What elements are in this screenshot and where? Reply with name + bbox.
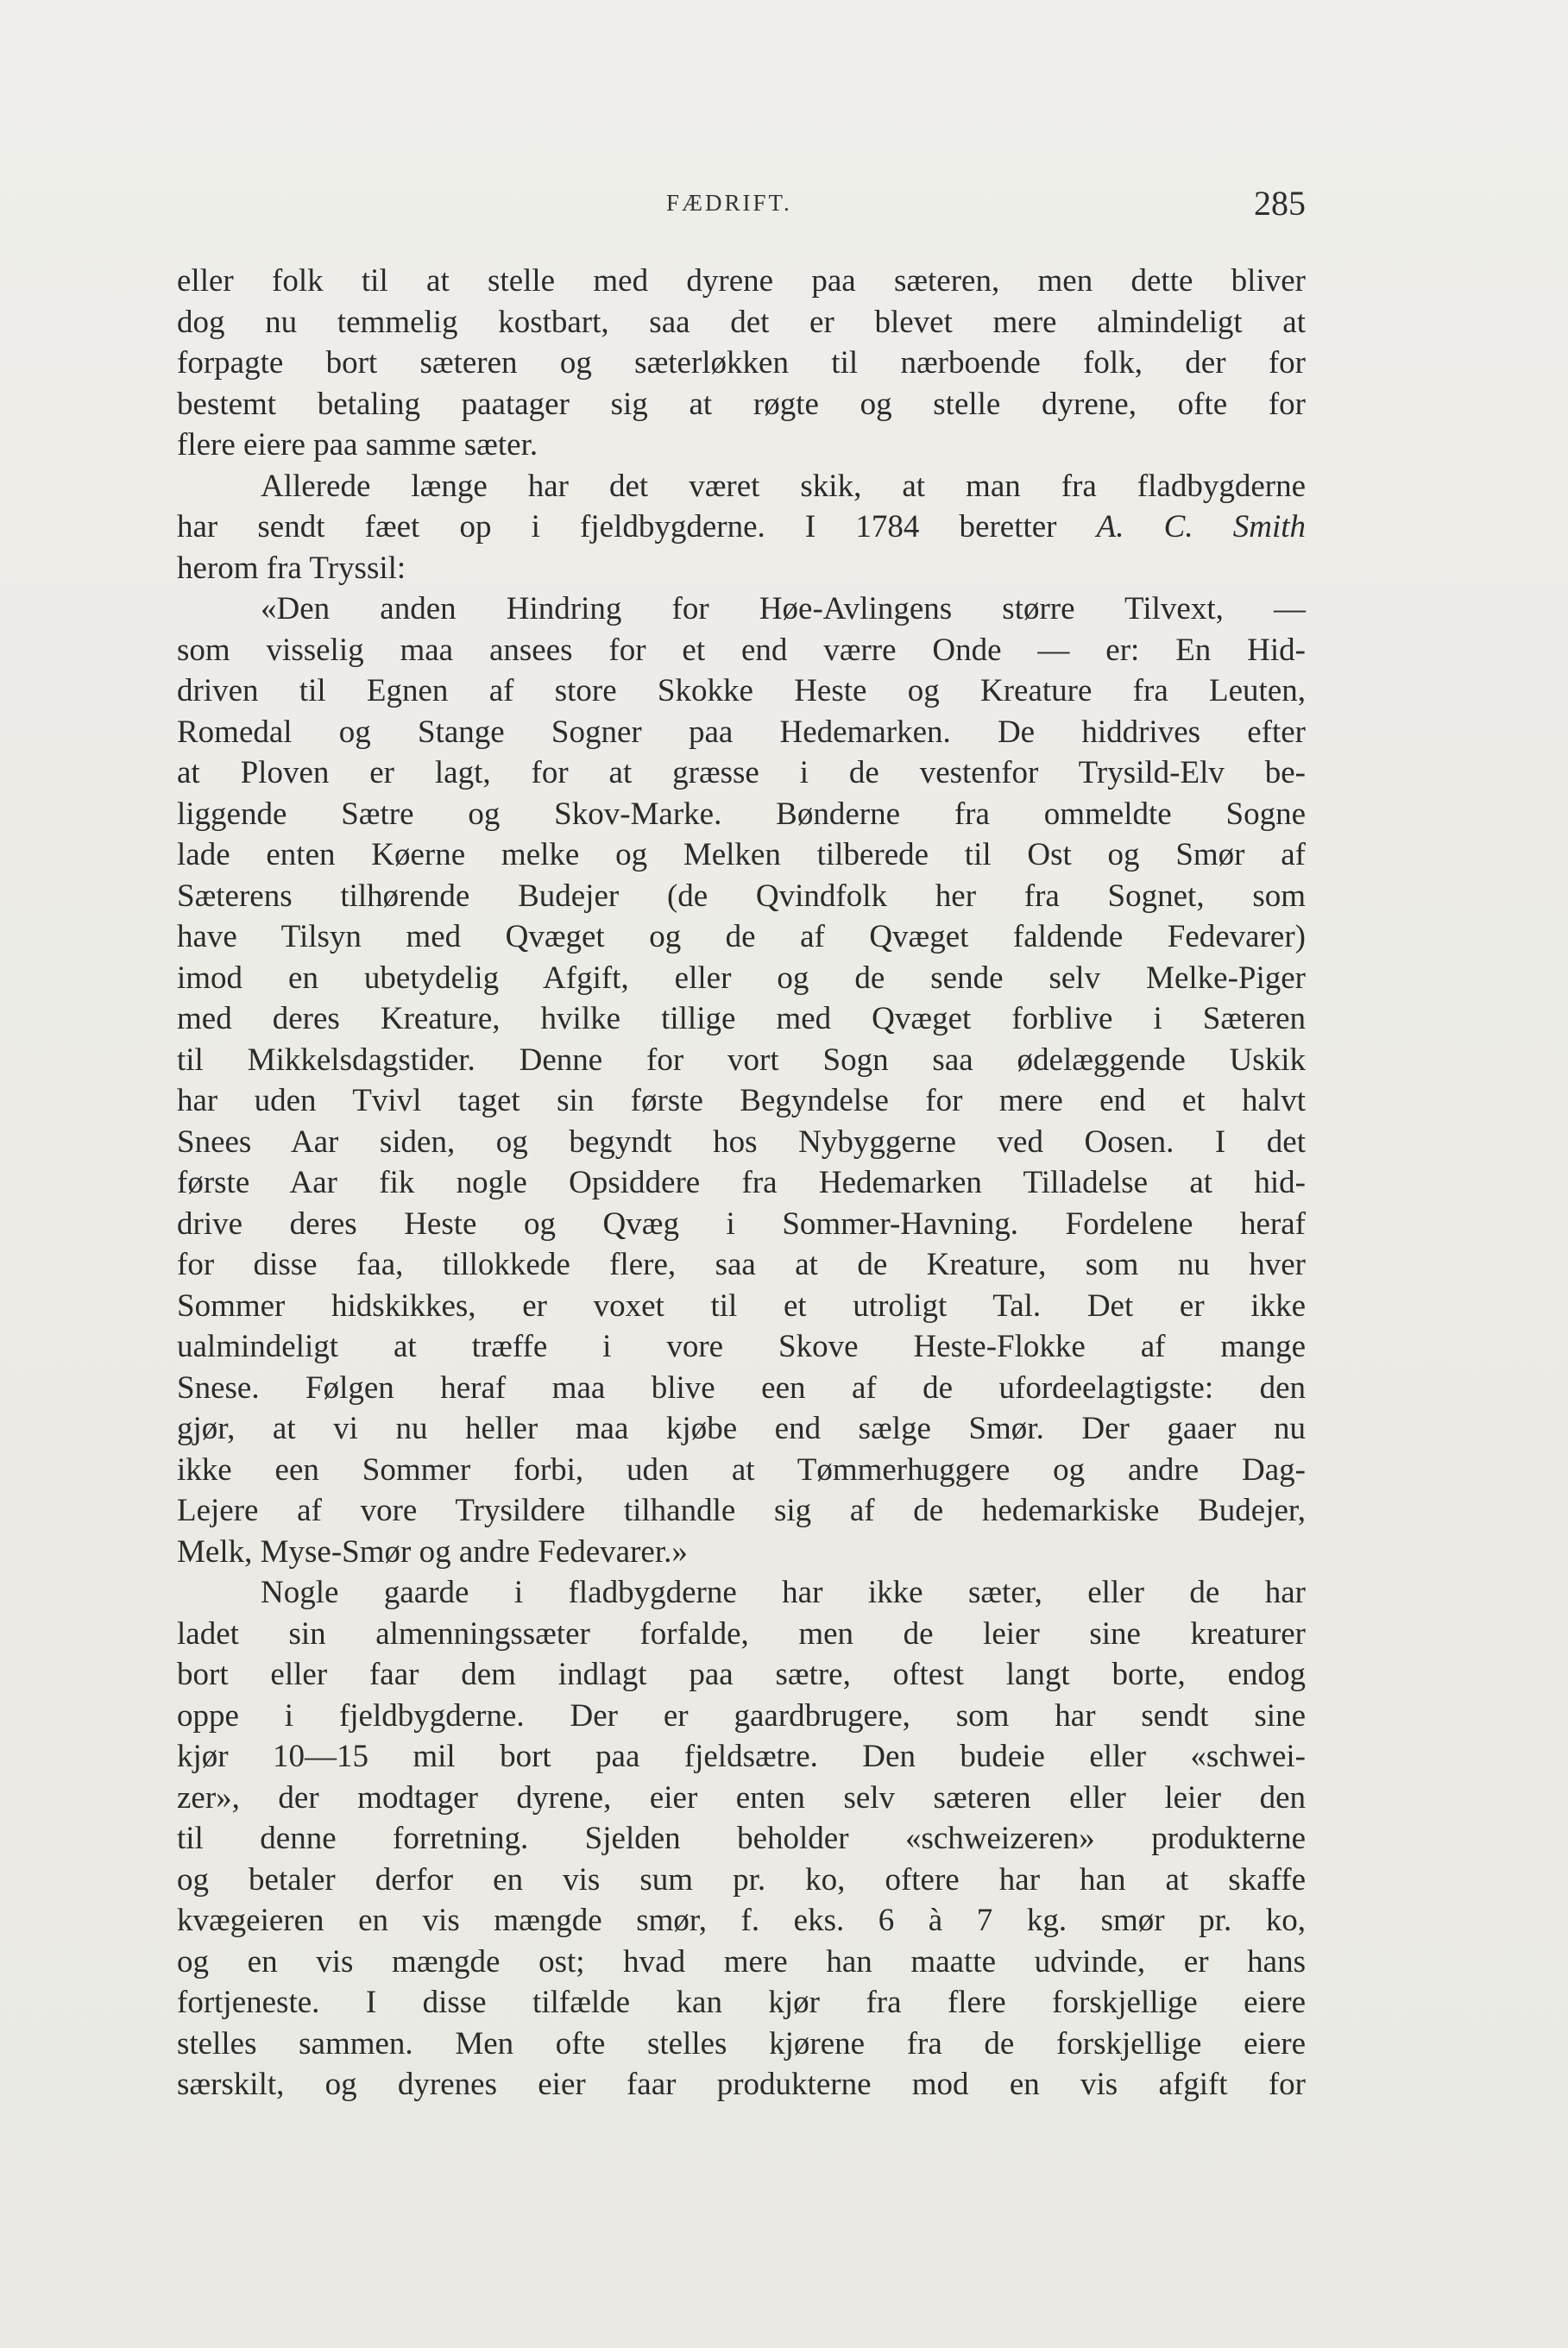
- running-head: FÆDRIFT.: [666, 190, 792, 216]
- text-line-content: Romedal og Stange Sogner paa Hedemarken. De hiddrives efter: [177, 714, 1306, 750]
- body-text: [177, 261, 1306, 2106]
- text-line: [177, 876, 1306, 917]
- text-line: [177, 302, 1306, 343]
- text-line: [177, 1162, 1306, 1204]
- text-line: [177, 1860, 1306, 1901]
- text-line-content: som visselig maa ansees for et end værre Onde — er: En Hid-: [177, 632, 1306, 668]
- text-line-content: imod en ubetydelig Afgift, eller og de sende selv Melke-Piger: [177, 960, 1306, 996]
- text-line-content: har sendt fæet op i fjeldbygderne. I 1784 beretter: [177, 509, 1057, 545]
- text-line: [177, 1244, 1306, 1286]
- text-line: [177, 958, 1306, 999]
- text-line-content: særskilt, og dyrenes eier faar produkterne mod en vis afgift for: [177, 2067, 1306, 2102]
- text-line-content: Sæterens tilhørende Budejer (de Qvindfolk her fra Sognet, som: [177, 878, 1306, 914]
- text-line-content: forpagte bort sæteren og sæterløkken til nærboende folk, der for: [177, 345, 1306, 381]
- text-line-content: flere eiere paa samme sæter.: [177, 427, 538, 463]
- text-line: [177, 425, 1306, 466]
- text-line: [177, 630, 1306, 671]
- text-line-content: dog nu temmelig kostbart, saa det er blevet mere almindeligt at: [177, 304, 1306, 340]
- text-line: [177, 670, 1306, 712]
- text-line: [177, 834, 1306, 876]
- text-line: [177, 343, 1306, 384]
- text-line: [177, 1286, 1306, 1327]
- text-line: [177, 1450, 1306, 1491]
- text-line: [177, 1736, 1306, 1778]
- text-line-content: Lejere af vore Trysildere tilhandle sig af de hedemarkiske Budejer,: [177, 1493, 1306, 1528]
- text-line: [177, 1900, 1306, 1942]
- text-line: [177, 548, 1306, 589]
- text-line: [177, 261, 1306, 302]
- text-line: [177, 916, 1306, 958]
- text-line-content: har uden Tvivl taget sin første Begyndelse for mere end et halvt: [177, 1083, 1306, 1118]
- author-name: A. C. Smith: [1096, 509, 1307, 545]
- text-line: [177, 1490, 1306, 1532]
- text-line: [177, 712, 1306, 753]
- text-line: [177, 384, 1306, 425]
- text-line: [177, 1614, 1306, 1655]
- text-line-content: Nogle gaarde i fladbygderne har ikke sæter, eller de har: [261, 1575, 1306, 1610]
- text-line-content: gjør, at vi nu heller maa kjøbe end sælge Smør. Der gaaer nu: [177, 1411, 1306, 1446]
- text-line-content: driven til Egnen af store Skokke Heste og Kreature fra Leuten,: [177, 673, 1306, 708]
- text-line: [177, 1040, 1306, 1081]
- text-line-content: lade enten Køerne melke og Melken tilberede til Ost og Smør af: [177, 837, 1306, 872]
- text-line-content: fortjeneste. I disse tilfælde kan kjør fra flere forskjellige eiere: [177, 1985, 1306, 2020]
- text-line: [177, 466, 1306, 507]
- text-line: [177, 1982, 1306, 2024]
- text-line-content: Snese. Følgen heraf maa blive een af de ufordeelagtigste: den: [177, 1369, 1306, 1406]
- text-line-content: kvægeieren en vis mængde smør, f. eks. 6 à 7 kg. smør pr. ko,: [177, 1903, 1306, 1938]
- text-line-content: og en vis mængde ost; hvad mere han maatte udvinde, er hans: [177, 1943, 1306, 1980]
- text-line-content: for disse faa, tillokkede flere, saa at de Kreature, som nu hver: [177, 1247, 1306, 1282]
- text-line-content: Sommer hidskikkes, er voxet til et utroligt Tal. Det er ikke: [177, 1287, 1306, 1324]
- text-line-content: ualmindeligt at træffe i vore Skove Heste-Flokke af mange: [177, 1329, 1306, 1364]
- text-line: [177, 1080, 1306, 1122]
- text-line-content: stelles sammen. Men ofte stelles kjørene fra de forskjellige eiere: [177, 2025, 1306, 2062]
- text-line-content: zer», der modtager dyrene, eier enten selv sæteren eller leier den: [177, 1779, 1306, 1816]
- text-line-content: at Ploven er lagt, for at græsse i de vestenfor Trysild-Elv be-: [177, 755, 1306, 790]
- text-line: [177, 1532, 1306, 1573]
- text-line: [177, 1326, 1306, 1368]
- text-line: [177, 1654, 1306, 1696]
- text-line: [177, 507, 1306, 548]
- text-line: [177, 2024, 1306, 2065]
- text-line: [177, 2064, 1306, 2106]
- text-line-content: «Den anden Hindring for Høe-Avlingens større Tilvext, —: [261, 591, 1306, 626]
- text-line-content: ikke een Sommer forbi, uden at Tømmerhuggere og andre Dag-: [177, 1451, 1306, 1488]
- text-line: [177, 1368, 1306, 1409]
- text-line: [177, 1572, 1306, 1614]
- text-line-content: kjør 10—15 mil bort paa fjeldsætre. Den budeie eller «schwei-: [177, 1739, 1306, 1774]
- text-line: [177, 1818, 1306, 1860]
- text-line: [177, 1408, 1306, 1450]
- text-line: [177, 589, 1306, 630]
- text-line-content: bestemt betaling paatager sig at røgte og stelle dyrene, ofte for: [177, 386, 1306, 422]
- text-line-content: Melk, Myse-Smør og andre Fedevarer.»: [177, 1533, 688, 1570]
- text-line-content: ladet sin almenningssæter forfalde, men de leier sine kreaturer: [177, 1615, 1306, 1652]
- text-line: [177, 1778, 1306, 1819]
- text-line: [177, 1942, 1306, 1983]
- text-line-content: have Tilsyn med Qvæget og de af Qvæget faldende Fedevarer): [177, 919, 1306, 954]
- text-line: [177, 998, 1306, 1040]
- text-line: [177, 1696, 1306, 1737]
- text-line-content: med deres Kreature, hvilke tillige med Qvæget forblive i Sæteren: [177, 1001, 1306, 1036]
- text-line-content: og betaler derfor en vis sum pr. ko, oftere har han at skaffe: [177, 1861, 1306, 1898]
- text-line-content: herom fra Tryssil:: [177, 550, 406, 586]
- text-line-content: første Aar fik nogle Opsiddere fra Hedemarken Tilladelse at hid-: [177, 1165, 1306, 1200]
- page-header: [177, 183, 1306, 226]
- text-line-content: til denne forretning. Sjelden beholder «schweizeren» produkterne: [177, 1821, 1306, 1856]
- text-line: [177, 752, 1306, 794]
- text-line-content: bort eller faar dem indlagt paa sætre, oftest langt borte, endog: [177, 1657, 1306, 1692]
- text-line: [177, 794, 1306, 835]
- text-line-content: Allerede længe har det været skik, at man fra fladbygderne: [261, 468, 1306, 504]
- page-number: 285: [1254, 184, 1306, 223]
- text-line-content: oppe i fjeldbygderne. Der er gaardbrugere, som har sendt sine: [177, 1697, 1306, 1734]
- text-line: [177, 1204, 1306, 1245]
- text-line-content: drive deres Heste og Qvæg i Sommer-Havning. Fordelene heraf: [177, 1205, 1306, 1242]
- text-line: [177, 1122, 1306, 1163]
- text-line-content: til Mikkelsdagstider. Denne for vort Sogn saa ødelæggende Uskik: [177, 1042, 1306, 1078]
- text-line-content: eller folk til at stelle med dyrene paa sæteren, men dette bliver: [177, 263, 1306, 299]
- text-line-content: Snees Aar siden, og begyndt hos Nybyggerne ved Oosen. I det: [177, 1124, 1306, 1160]
- text-line-content: liggende Sætre og Skov-Marke. Bønderne fra ommeldte Sogne: [177, 796, 1306, 832]
